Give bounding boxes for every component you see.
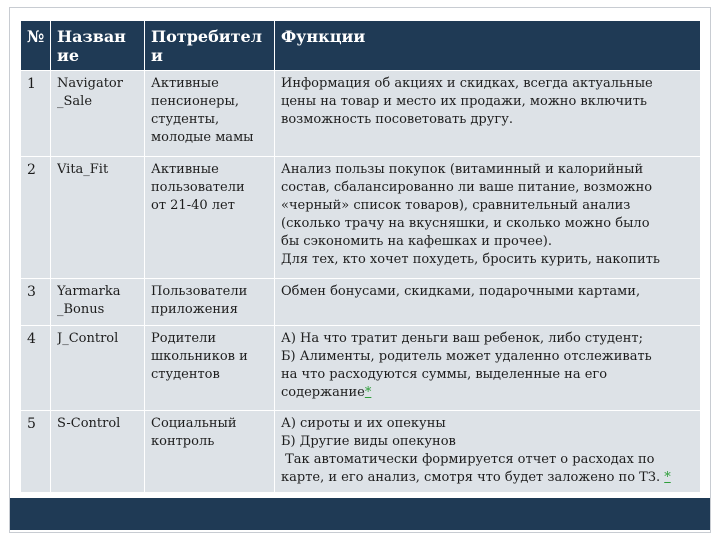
row-name: Navigator _Sale bbox=[51, 71, 145, 157]
header-name: Назван ие bbox=[51, 21, 145, 71]
header-consumer: Потребител и bbox=[145, 21, 275, 71]
row-name: S-Control bbox=[51, 411, 145, 493]
row-num: 2 bbox=[21, 157, 51, 279]
footnote-link[interactable]: * bbox=[664, 470, 671, 485]
table-row bbox=[21, 411, 701, 493]
table-row bbox=[21, 326, 701, 411]
header-num: № bbox=[21, 21, 51, 71]
row-consumer: Активные пользователи от 21-40 лет bbox=[145, 157, 275, 279]
footnote-link[interactable]: * bbox=[364, 385, 372, 400]
row-functions: Информация об акциях и скидках, всегда актуальные цены на товар и место их продажи, можно включить возможность посоветовать другу. bbox=[275, 71, 701, 157]
row-functions: Анализ пользы покупок (витаминный и калорийный состав, сбалансированно ли ваше питание, возможно «черный» список товаров), сравнительный анализ (сколько трачу на вкусняшки, и сколько можно было бы сэкономить на кафешках и прочее). Для тех, кто хочет похудеть, бросить курить, накопить bbox=[275, 157, 701, 279]
table-row bbox=[21, 157, 701, 279]
table-row bbox=[21, 71, 701, 157]
row-name: Vita_Fit bbox=[51, 157, 145, 279]
row-consumer: Родители школьников и студентов bbox=[145, 326, 275, 411]
row-consumer: Активные пенсионеры, студенты, молодые мамы bbox=[145, 71, 275, 157]
header-functions: Функции bbox=[275, 21, 701, 71]
row-num: 4 bbox=[21, 326, 51, 411]
row-name: J_Control bbox=[51, 326, 145, 411]
row-num: 5 bbox=[21, 411, 51, 493]
table-row bbox=[21, 279, 701, 326]
row-functions: А) сироты и их опекуны Б) Другие виды опекунов Так автоматически формируется отчет о расходах по карте, и его анализ, смотря что будет заложено по ТЗ. * bbox=[275, 411, 701, 493]
row-num: 3 bbox=[21, 279, 51, 326]
header-row bbox=[21, 21, 701, 71]
row-name: Yarmarka _Bonus bbox=[51, 279, 145, 326]
row-consumer: Пользователи приложения bbox=[145, 279, 275, 326]
bottom-bar bbox=[10, 498, 710, 530]
apps-table bbox=[20, 20, 701, 493]
row-functions: Обмен бонусами, скидками, подарочными картами, bbox=[275, 279, 701, 326]
row-functions: А) На что тратит деньги ваш ребенок, либо студент; Б) Алименты, родитель может удаленно отслеживать на что расходуются суммы, выделенные на его содержание* bbox=[275, 326, 701, 411]
row-consumer: Социальный контроль bbox=[145, 411, 275, 493]
row-num: 1 bbox=[21, 71, 51, 157]
